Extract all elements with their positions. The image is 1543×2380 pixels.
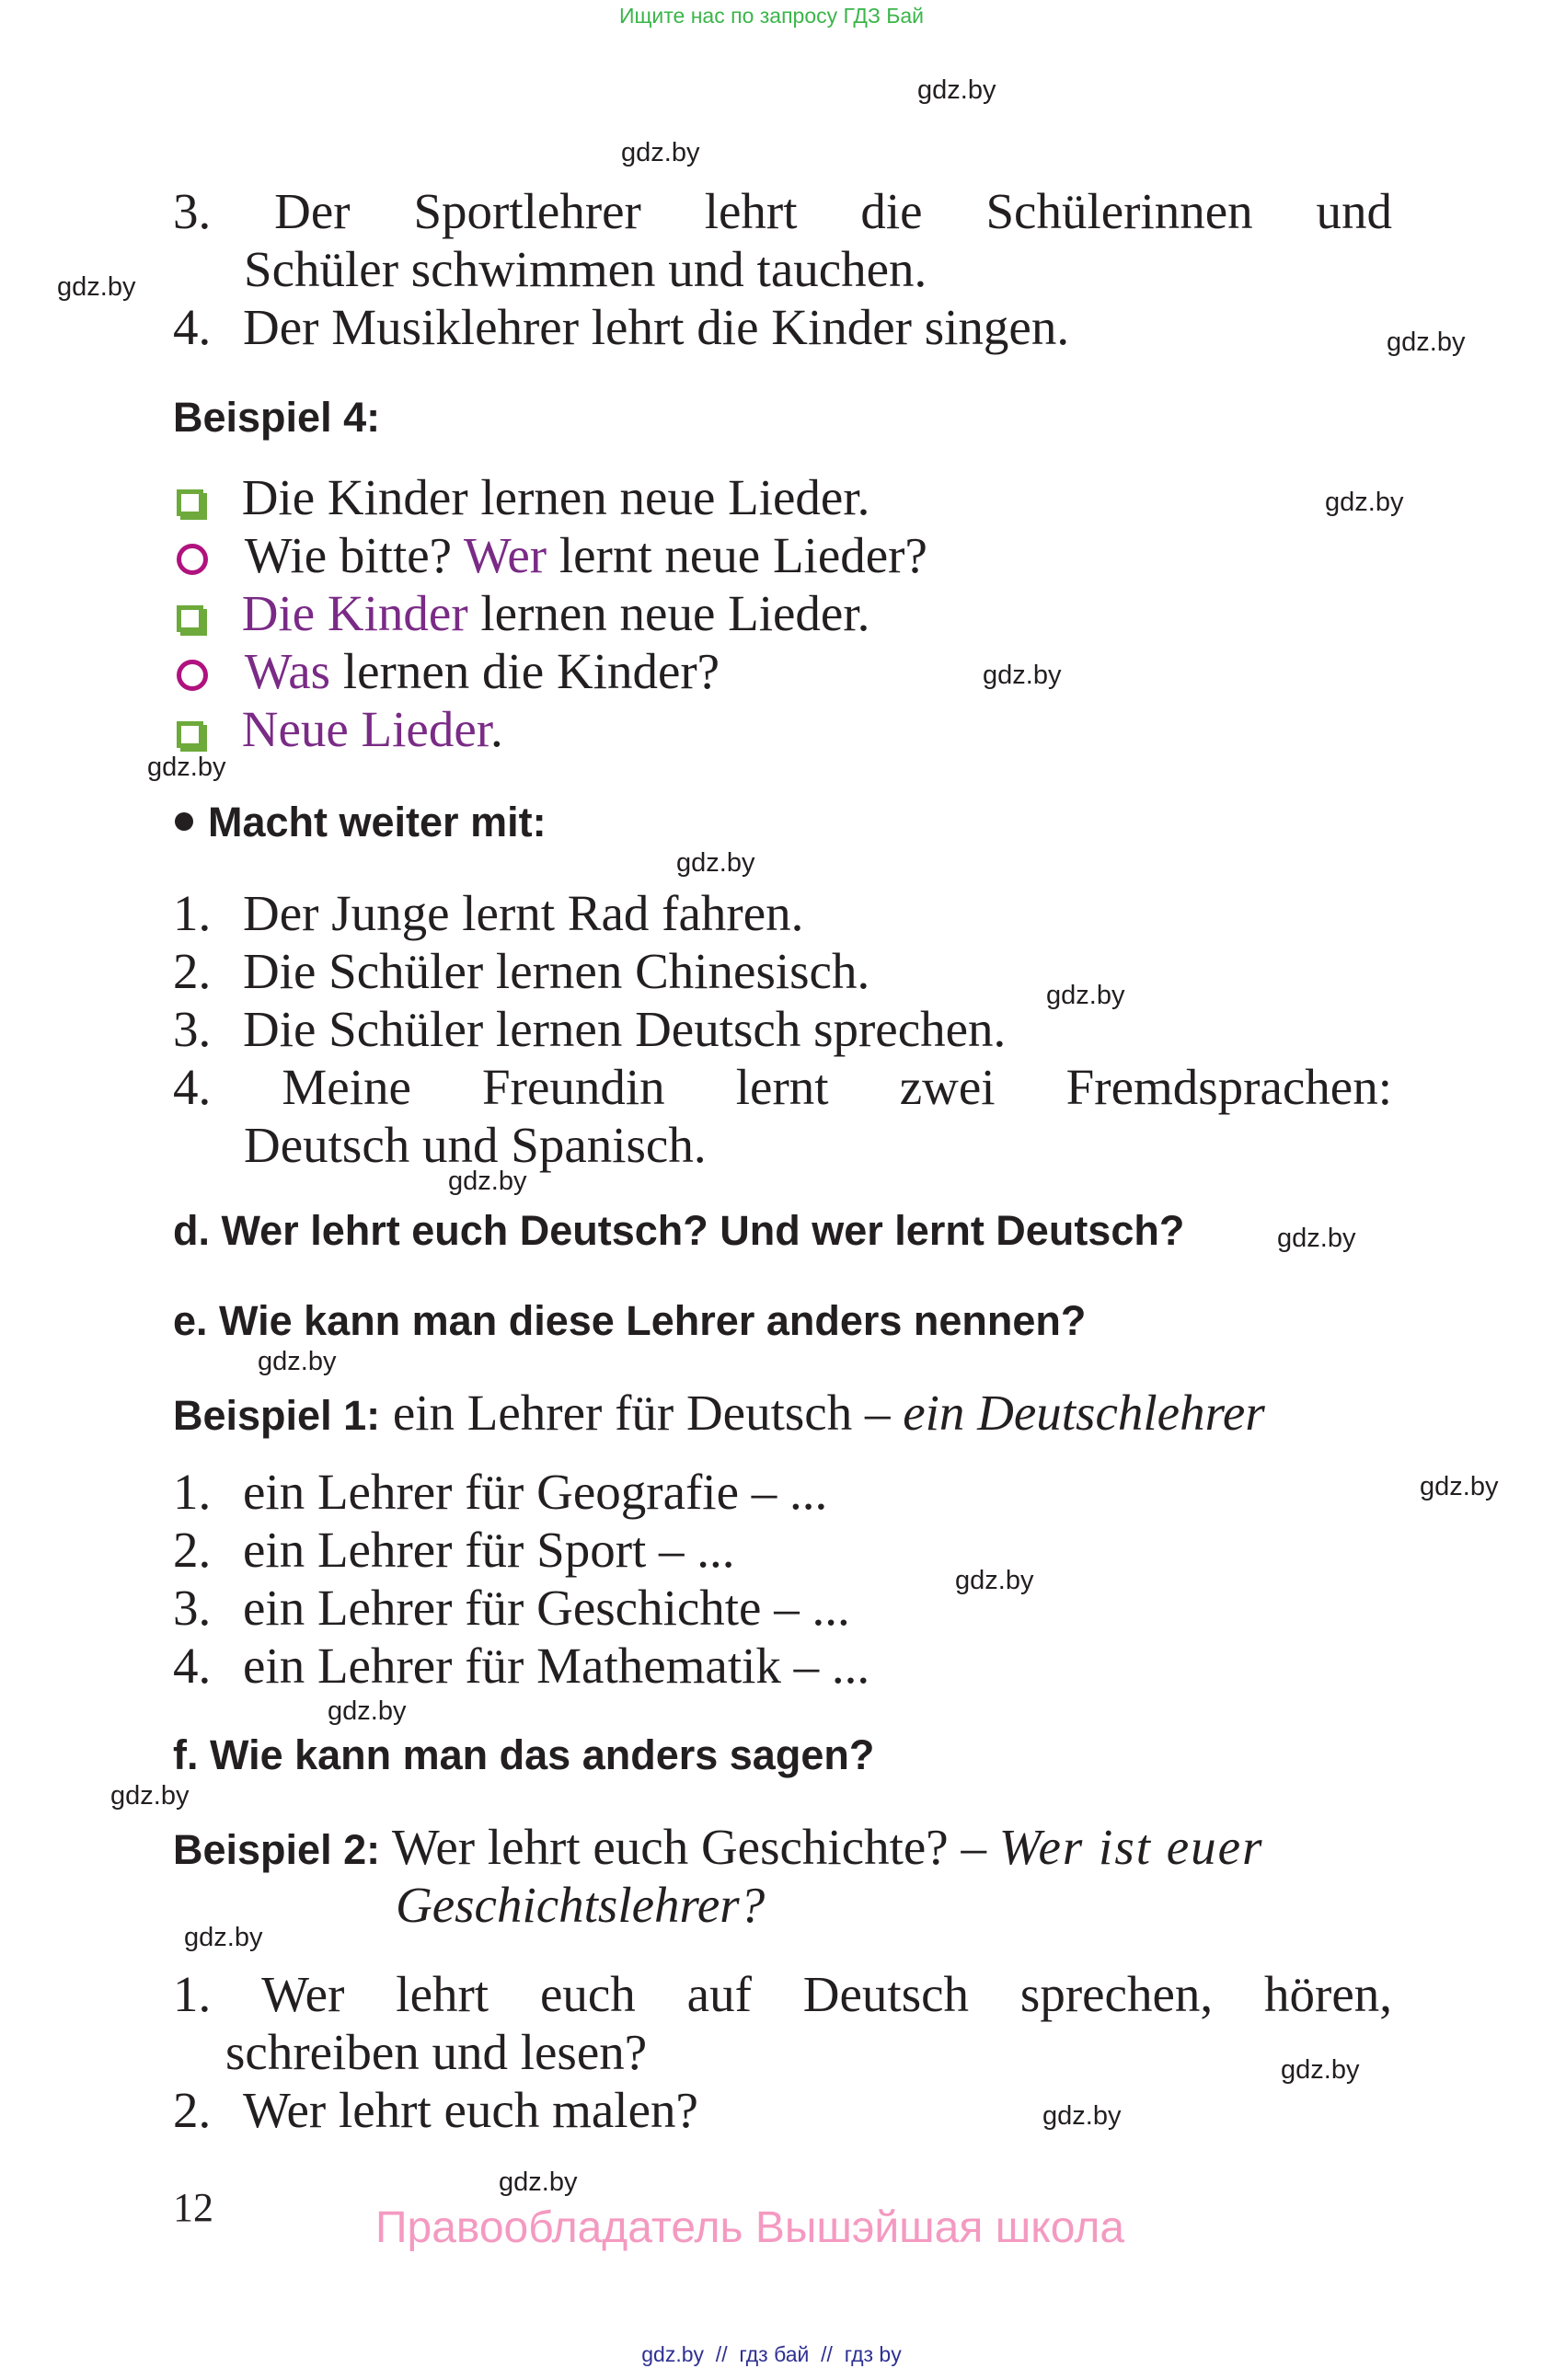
item-text: Der Musiklehrer lehrt die Kinder singen. xyxy=(243,299,1070,355)
watermark: gdz.by xyxy=(1042,2101,1122,2131)
watermark: gdz.by xyxy=(110,1781,190,1811)
watermark: gdz.by xyxy=(1277,1224,1356,1253)
dialogue-highlight: Neue Lieder xyxy=(241,701,491,757)
dialogue-highlight: Was xyxy=(244,643,331,699)
item-text: Meine Freundin lernt zwei Fremdsprachen: xyxy=(282,1059,1392,1115)
watermark: gdz.by xyxy=(499,2167,578,2197)
dialogue-line xyxy=(177,526,927,584)
square-speaker-icon xyxy=(177,489,203,516)
list-item xyxy=(173,1521,735,1579)
item-number: 2. xyxy=(173,1522,212,1578)
item-text: Wer lehrt euch auf Deutsch sprechen, hören, xyxy=(261,1966,1392,2022)
example-answer-continuation: Geschichtslehrer? xyxy=(396,1877,766,1933)
example-answer: ein Deutschlehrer xyxy=(903,1385,1265,1441)
beispiel-1-label: Beispiel 1: xyxy=(173,1392,381,1439)
list-item xyxy=(173,298,1069,356)
bullet-icon xyxy=(175,812,193,831)
watermark: gdz.by xyxy=(147,753,226,782)
circle-speaker-icon xyxy=(177,544,208,575)
item-number: 2. xyxy=(173,2082,212,2138)
list-item xyxy=(173,1965,1392,2023)
example-text: ein Lehrer für Deutsch – xyxy=(392,1385,891,1441)
item-number: 4. xyxy=(173,1638,212,1694)
list-item-continuation: Schüler schwimmen und tauchen. xyxy=(244,241,927,297)
list-item xyxy=(173,2081,698,2139)
watermark: gdz.by xyxy=(1387,328,1466,357)
item-number: 4. xyxy=(173,299,212,355)
dialogue-text: lernen die Kinder? xyxy=(342,643,720,699)
item-number: 1. xyxy=(173,885,212,941)
list-item xyxy=(173,1579,850,1637)
watermark: gdz.by xyxy=(258,1347,337,1376)
dialogue-highlight: Wer xyxy=(463,527,547,583)
item-number: 1. xyxy=(173,1966,212,2022)
instruction-text: Macht weiter mit: xyxy=(208,799,547,845)
watermark: gdz.by xyxy=(1420,1472,1499,1501)
dialogue-text: . xyxy=(490,701,503,757)
dialogue-line xyxy=(177,468,869,526)
item-number: 3. xyxy=(173,183,212,239)
task-e: e. Wie kann man diese Lehrer anders nennen? xyxy=(173,1297,1087,1344)
list-item xyxy=(173,1058,1392,1116)
list-item-continuation: schreiben und lesen? xyxy=(225,2024,648,2080)
beispiel-2-label: Beispiel 2: xyxy=(173,1826,381,1873)
list-item xyxy=(173,942,869,1000)
watermark: gdz.by xyxy=(448,1167,527,1196)
macht-weiter-label xyxy=(175,797,547,848)
beispiel-1 xyxy=(173,1384,1265,1442)
copyright-notice: Правообладатель Вышэйшая школа xyxy=(375,2203,1125,2252)
list-item xyxy=(173,182,1392,240)
list-item xyxy=(173,1463,827,1521)
task-d: d. Wer lehrt euch Deutsch? Und wer lernt Deutsch? xyxy=(173,1207,1185,1254)
watermark: gdz.by xyxy=(1325,488,1404,517)
item-text: Der Sportlehrer lehrt die Schülerinnen und xyxy=(274,183,1393,239)
watermark: gdz.by xyxy=(955,1566,1034,1595)
beispiel-2 xyxy=(173,1818,1397,1876)
item-text: Wer lehrt euch malen? xyxy=(243,2082,698,2138)
item-text: ein Lehrer für Geschichte – ... xyxy=(243,1580,850,1636)
item-text: ein Lehrer für Mathematik – ... xyxy=(243,1638,870,1694)
watermark: gdz.by xyxy=(57,272,136,302)
watermark: gdz.by xyxy=(917,75,996,105)
example-text: Wer lehrt euch Geschichte? – xyxy=(391,1819,986,1875)
list-item xyxy=(173,1637,869,1695)
dialogue-line xyxy=(177,642,720,700)
item-text: Die Schüler lernen Deutsch sprechen. xyxy=(243,1001,1007,1057)
watermark: gdz.by xyxy=(328,1696,407,1726)
item-number: 3. xyxy=(173,1001,212,1057)
item-number: 4. xyxy=(173,1059,212,1115)
item-text: ein Lehrer für Sport – ... xyxy=(243,1522,735,1578)
watermark: gdz.by xyxy=(983,661,1062,690)
example-answer: Wer ist euer xyxy=(998,1819,1264,1875)
top-notice: Ищите нас по запросу ГДЗ Бай xyxy=(618,4,925,28)
item-number: 1. xyxy=(173,1464,212,1520)
list-item xyxy=(173,1000,1006,1058)
watermark: gdz.by xyxy=(1281,2055,1360,2085)
watermark: gdz.by xyxy=(621,138,700,167)
circle-speaker-icon xyxy=(177,660,208,691)
dialogue-highlight: Die Kinder xyxy=(241,585,468,641)
list-item-continuation: Deutsch und Spanisch. xyxy=(244,1117,707,1173)
dialogue-text: lernt neue Lieder? xyxy=(558,527,927,583)
dialogue-text: Die Kinder lernen neue Lieder. xyxy=(241,469,870,525)
square-speaker-icon xyxy=(177,605,203,632)
watermark: gdz.by xyxy=(184,1923,263,1952)
dialogue-text: Wie bitte? xyxy=(244,527,453,583)
dialogue-line xyxy=(177,584,869,642)
item-number: 2. xyxy=(173,943,212,999)
watermark: gdz.by xyxy=(676,848,755,878)
dialogue-text: lernen neue Lieder. xyxy=(480,585,870,641)
page-number: 12 xyxy=(173,2185,213,2230)
item-text: ein Lehrer für Geografie – ... xyxy=(243,1464,828,1520)
beispiel-4-heading: Beispiel 4: xyxy=(173,394,381,441)
item-text: Der Junge lernt Rad fahren. xyxy=(243,885,804,941)
square-speaker-icon xyxy=(177,721,203,748)
watermark: gdz.by xyxy=(1046,981,1125,1010)
footer-links: gdz.by // гдз бай // гдз by xyxy=(641,2342,902,2366)
dialogue-line xyxy=(177,700,503,758)
task-f: f. Wie kann man das anders sagen? xyxy=(173,1731,875,1778)
item-number: 3. xyxy=(173,1580,212,1636)
item-text: Die Schüler lernen Chinesisch. xyxy=(243,943,870,999)
list-item xyxy=(173,884,803,942)
